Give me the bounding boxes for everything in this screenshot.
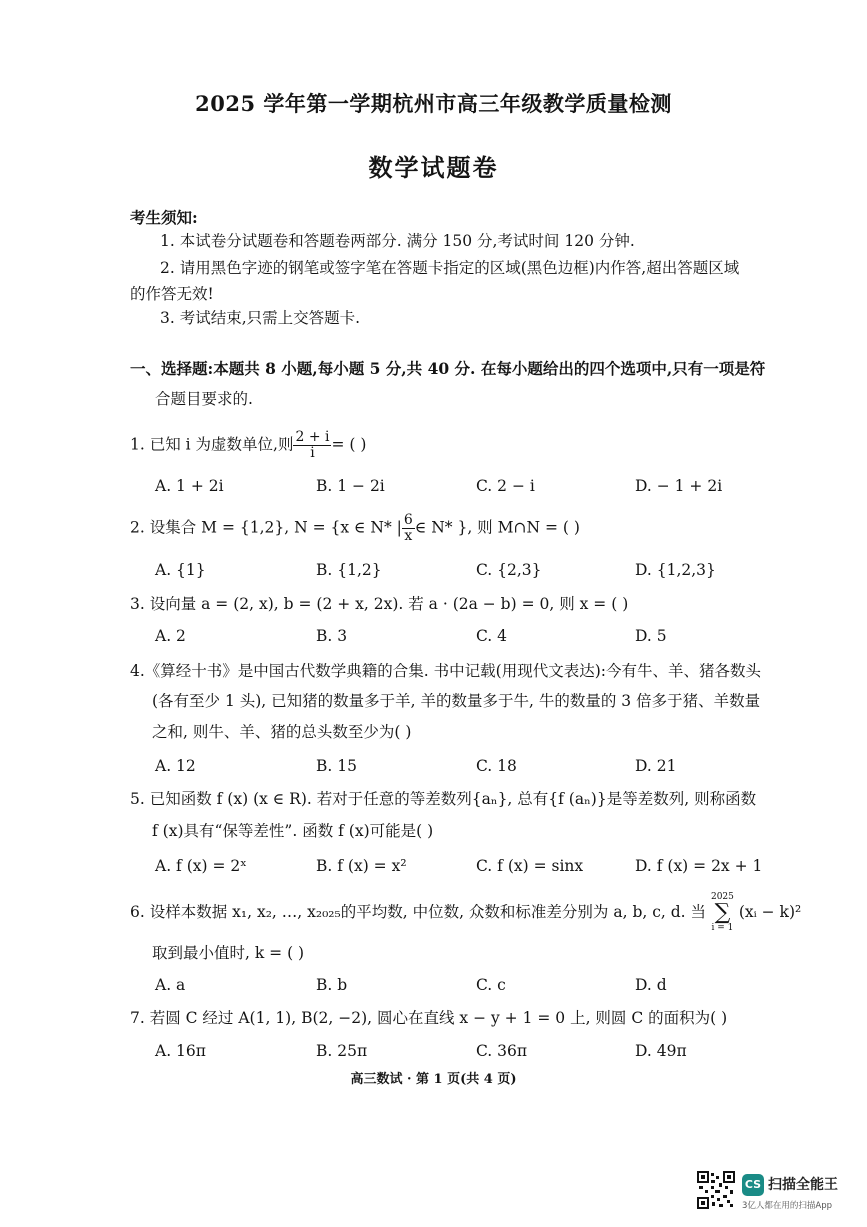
exam-subtitle: 数学试题卷 <box>368 153 499 182</box>
q7-option-d: D. 49π <box>635 1042 687 1060</box>
q1-fraction <box>293 430 331 461</box>
q2-frac-denominator: x <box>404 528 413 544</box>
q7-option-c: C. 36π <box>476 1042 528 1060</box>
q1-frac-denominator: i <box>310 445 315 461</box>
q4-option-c: C. 18 <box>476 757 517 775</box>
q6-sum-term: (xᵢ − k)² <box>738 903 802 921</box>
q2-option-b: B. {1,2} <box>316 561 382 579</box>
q6-stem: 6. 设样本数据 x₁, x₂, …, x₂₀₂₅的平均数, 中位数, 众数和标准差分别为 a, b, c, d. 当 <box>130 903 707 921</box>
question-7: 7. 若圆 C 经过 A(1, 1), B(2, −2), 圆心在直线 x − y + 1 = 0 上, 则圆 C 的面积为( ) <box>130 1009 728 1027</box>
camscanner-tagline: 3亿人都在用的扫描App <box>742 1201 833 1211</box>
q1-stem-end: = ( ) <box>331 435 367 454</box>
question-4-line-1: 4.《算经十书》是中国古代数学典籍的合集. 书中记载(用现代文表达):今有牛、羊、猪各数头 <box>130 662 761 680</box>
q1-option-d: D. − 1 + 2i <box>635 477 723 495</box>
section-heading: 一、选择题:本题共 8 小题,每小题 5 分,共 40 分. 在每小题给出的四个选项中,只有一项是符 <box>130 359 766 378</box>
qr-code-icon <box>697 1171 735 1209</box>
q6-option-d: D. d <box>635 976 667 994</box>
q3-option-a: A. 2 <box>155 627 186 645</box>
q6-option-c: C. c <box>476 976 506 994</box>
camscanner-logo: CS <box>742 1174 764 1196</box>
q2-frac-numerator: 6 <box>403 512 413 528</box>
q3-option-c: C. 4 <box>476 627 508 645</box>
question-5-line-2: f (x)具有“保等差性”. 函数 f (x)可能是( ) <box>152 822 434 840</box>
q1-option-c: C. 2 − i <box>476 477 535 495</box>
section-heading-cont: 合题目要求的. <box>155 390 253 408</box>
q2-option-c: C. {2,3} <box>476 561 542 579</box>
q6-option-b: B. b <box>316 976 348 994</box>
question-4-line-3: 之和, 则牛、羊、猪的总头数至少为( ) <box>152 723 412 741</box>
q1-stem: 1. 已知 i 为虚数单位,则 <box>130 435 294 454</box>
q7-option-b: B. 25π <box>316 1042 368 1060</box>
q2-fraction <box>402 513 415 544</box>
q5-option-d: D. f (x) = 2x + 1 <box>635 857 763 875</box>
q5-option-c: C. f (x) = sinx <box>476 857 584 875</box>
q3-option-d: D. 5 <box>635 627 667 645</box>
q2-stem: 2. 设集合 M = {1,2}, N = {x ∈ N* | <box>130 518 402 537</box>
question-1 <box>130 430 366 461</box>
notice-item-3: 3. 考试结束,只需上交答题卡. <box>160 309 361 327</box>
q2-option-a: A. {1} <box>155 561 206 579</box>
q2-option-d: D. {1,2,3} <box>635 561 716 579</box>
q6-option-a: A. a <box>155 976 186 994</box>
question-6-line-2: 取到最小值时, k = ( ) <box>152 944 305 962</box>
q1-option-b: B. 1 − 2i <box>316 477 385 495</box>
q5-option-a: A. f (x) = 2ˣ <box>155 857 247 875</box>
q7-option-a: A. 16π <box>155 1042 206 1060</box>
q4-option-b: B. 15 <box>316 757 357 775</box>
camscanner-name: 扫描全能王 <box>768 1177 838 1193</box>
q6-sum-sign: ∑ <box>714 900 731 925</box>
notice-heading: 考生须知: <box>130 208 198 227</box>
q6-sum-lower: i = 1 <box>711 923 734 933</box>
q4-option-d: D. 21 <box>635 757 677 775</box>
exam-title: 2025 学年第一学期杭州市高三年级教学质量检测 <box>195 91 672 116</box>
notice-item-1: 1. 本试卷分试题卷和答题卷两部分. 满分 150 分,考试时间 120 分钟. <box>160 232 635 250</box>
question-5-line-1: 5. 已知函数 f (x) (x ∈ R). 若对于任意的等差数列{aₙ}, 总有{f (aₙ)}是等差数列, 则称函数 <box>130 790 757 808</box>
q3-option-b: B. 3 <box>316 627 348 645</box>
question-2 <box>130 513 580 544</box>
q2-stem-end: ∈ N* }, 则 M∩N = ( ) <box>414 518 580 537</box>
q4-option-a: A. 12 <box>155 757 196 775</box>
notice-item-2-cont: 的作答无效! <box>130 285 214 303</box>
question-6-line-1 <box>130 892 801 934</box>
q1-frac-numerator: 2 + i <box>295 429 330 445</box>
q6-summation <box>711 892 734 934</box>
question-3: 3. 设向量 a = (2, x), b = (2 + x, 2x). 若 a · (2a − b) = 0, 则 x = ( ) <box>130 595 629 613</box>
notice-item-2: 2. 请用黑色字迹的钢笔或签字笔在答题卡指定的区域(黑色边框)内作答,超出答题区域 <box>160 259 740 277</box>
question-4-line-2: (各有至少 1 头), 已知猪的数量多于羊, 羊的数量多于牛, 牛的数量的 3 倍多于猪、羊数量 <box>152 692 761 710</box>
q1-option-a: A. 1 + 2i <box>155 477 224 495</box>
q6-sum-upper: 2025 <box>710 892 734 902</box>
page-footer: 高三数试 · 第 1 页(共 4 页) <box>350 1072 517 1087</box>
q5-option-b: B. f (x) = x² <box>316 857 407 875</box>
